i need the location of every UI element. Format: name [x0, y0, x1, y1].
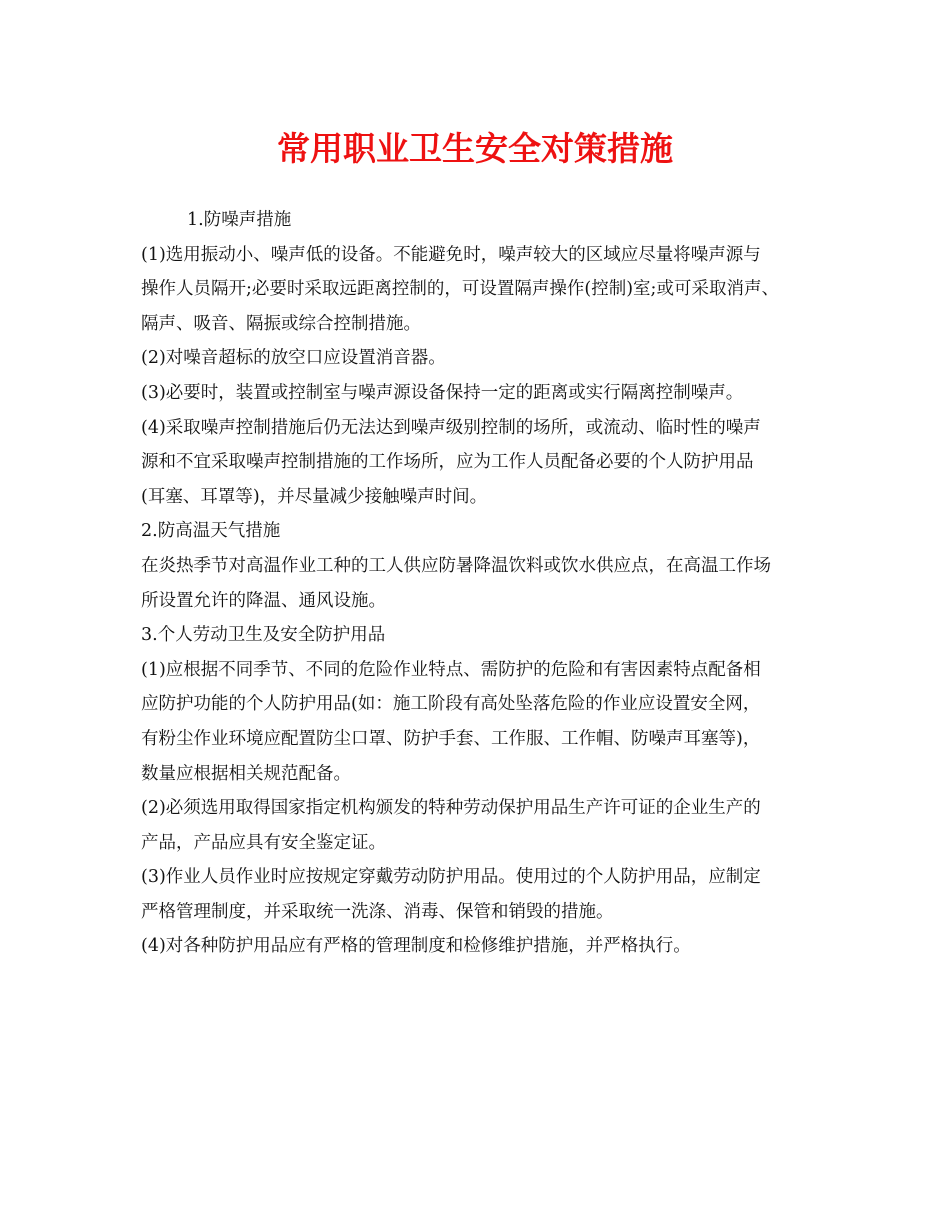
paragraph-line: (2)对噪音超标的放空口应设置消音器。 [141, 348, 446, 369]
section-heading-ppe: 3.个人劳动卫生及安全防护用品 [141, 625, 386, 646]
paragraph-line: 隔声、吸音、隔振或综合控制措施。 [141, 313, 421, 334]
paragraph-line: (4)对各种防护用品应有严格的管理制度和检修维护措施，并严格执行。 [141, 936, 691, 957]
section-heading-noise: 1.防噪声措施 [187, 210, 292, 230]
paragraph-line: 产品，产品应具有安全鉴定证。 [141, 832, 386, 853]
paragraph-line: 源和不宜采取噪声控制措施的工作场所，应为工作人员配备必要的个人防护用品 [141, 452, 754, 473]
paragraph-line: 严格管理制度，并采取统一洗涤、消毒、保管和销毁的措施。 [141, 901, 614, 922]
paragraph-line: (耳塞、耳罩等)，并尽量减少接触噪声时间。 [141, 486, 488, 507]
document-title: 常用职业卫生安全对策措施 [277, 129, 673, 168]
section-heading-heat: 2.防高温天气措施 [141, 521, 281, 542]
paragraph-line: 数量应根据相关规范配备。 [141, 763, 351, 784]
paragraph-line: 在炎热季节对高温作业工种的工人供应防暑降温饮料或饮水供应点，在高温工作场 [141, 555, 771, 576]
paragraph-line: 应防护功能的个人防护用品(如：施工阶段有高处坠落危险的作业应设置安全网， [141, 694, 761, 715]
paragraph-line: (2)必须选用取得国家指定机构颁发的特种劳动保护用品生产许可证的企业生产的 [141, 798, 761, 819]
paragraph-line: (1)选用振动小、噪声低的设备。不能避免时，噪声较大的区域应尽量将噪声源与 [141, 244, 761, 265]
document-body [141, 203, 821, 964]
paragraph-line: 操作人员隔开;必要时采取远距离控制的，可设置隔声操作(控制)室;或可采取消声、 [141, 279, 779, 300]
paragraph-line: (3)作业人员作业时应按规定穿戴劳动防护用品。使用过的个人防护用品，应制定 [141, 867, 761, 888]
paragraph-line: (3)必要时，装置或控制室与噪声源设备保持一定的距离或实行隔离控制噪声。 [141, 382, 744, 403]
paragraph-line: (4)采取噪声控制措施后仍无法达到噪声级别控制的场所，或流动、临时性的噪声 [141, 417, 761, 438]
paragraph-line: 有粉尘作业环境应配置防尘口罩、防护手套、工作服、工作帽、防噪声耳塞等)， [141, 728, 761, 749]
paragraph-line: (1)应根据不同季节、不同的危险作业特点、需防护的危险和有害因素特点配备相 [141, 659, 761, 680]
paragraph-line: 所设置允许的降温、通风设施。 [141, 590, 386, 611]
